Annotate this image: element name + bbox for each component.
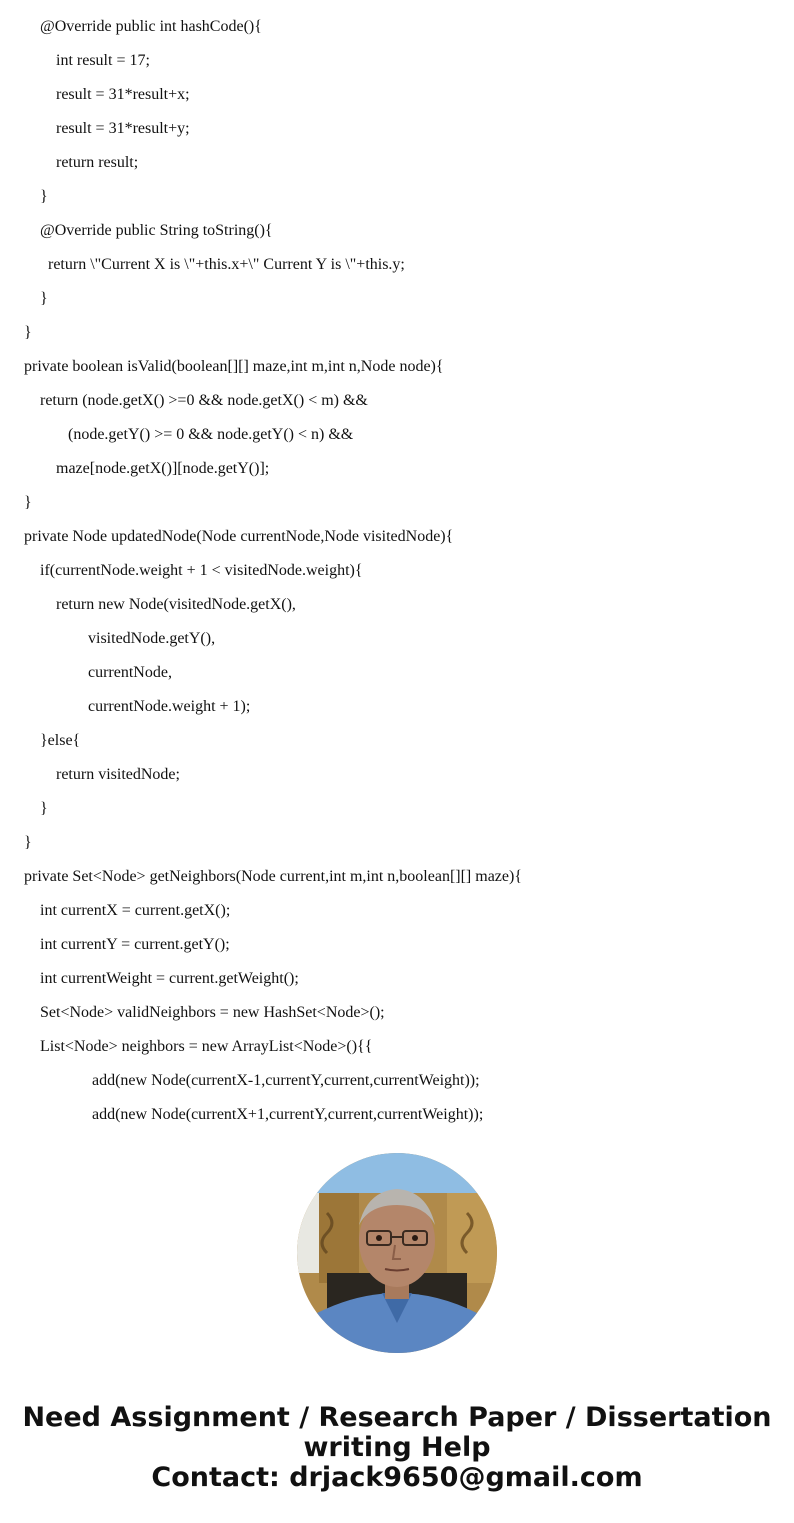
code-line: Set<Node> validNeighbors = new HashSet<Node>();	[40, 1004, 385, 1021]
code-line: private boolean isValid(boolean[][] maze,int m,int n,Node node){	[24, 358, 444, 375]
contact-footer	[0, 1403, 794, 1493]
code-line: }	[40, 800, 48, 817]
code-line: if(currentNode.weight + 1 < visitedNode.weight){	[40, 562, 363, 579]
code-line: result = 31*result+y;	[56, 120, 190, 137]
code-line: private Node updatedNode(Node currentNode,Node visitedNode){	[24, 528, 454, 545]
code-line: int currentWeight = current.getWeight();	[40, 970, 299, 987]
code-line: int currentX = current.getX();	[40, 902, 231, 919]
code-line: }	[24, 834, 32, 851]
code-line: }else{	[40, 732, 81, 749]
code-line: return \"Current X is \"+this.x+\" Current Y is \"+this.y;	[48, 256, 405, 273]
code-line: visitedNode.getY(),	[88, 630, 216, 647]
code-line: int result = 17;	[56, 52, 150, 69]
code-line: }	[24, 324, 32, 341]
footer-contact: Contact: drjack9650@gmail.com	[151, 1462, 643, 1493]
code-line: @Override public int hashCode(){	[40, 18, 262, 35]
code-line: (node.getY() >= 0 && node.getY() < n) &&	[68, 426, 354, 443]
code-line: return new Node(visitedNode.getX(),	[56, 596, 296, 613]
code-line: add(new Node(currentX+1,currentY,current,currentWeight));	[92, 1106, 484, 1123]
code-line: }	[40, 290, 48, 307]
code-line: return (node.getX() >=0 && node.getX() < m) &&	[40, 392, 368, 409]
code-line: return visitedNode;	[56, 766, 180, 783]
code-line: maze[node.getX()][node.getY()];	[56, 460, 270, 477]
code-line: add(new Node(currentX-1,currentY,current,currentWeight));	[92, 1072, 480, 1089]
author-portrait-icon	[297, 1153, 497, 1353]
code-line: int currentY = current.getY();	[40, 936, 230, 953]
code-line: }	[24, 494, 32, 511]
code-line: currentNode,	[88, 664, 172, 681]
author-avatar	[297, 1153, 497, 1353]
code-line: private Set<Node> getNeighbors(Node current,int m,int n,boolean[][] maze){	[24, 868, 523, 885]
code-line: }	[40, 188, 48, 205]
code-line: result = 31*result+x;	[56, 86, 190, 103]
code-line: currentNode.weight + 1);	[88, 698, 251, 715]
code-line: return result;	[56, 154, 139, 171]
code-line: List<Node> neighbors = new ArrayList<Node>(){{	[40, 1038, 373, 1055]
footer-subheadline: writing Help	[303, 1432, 491, 1463]
footer-headline: Need Assignment / Research Paper / Dissertation	[22, 1402, 772, 1433]
code-line: @Override public String toString(){	[40, 222, 273, 239]
